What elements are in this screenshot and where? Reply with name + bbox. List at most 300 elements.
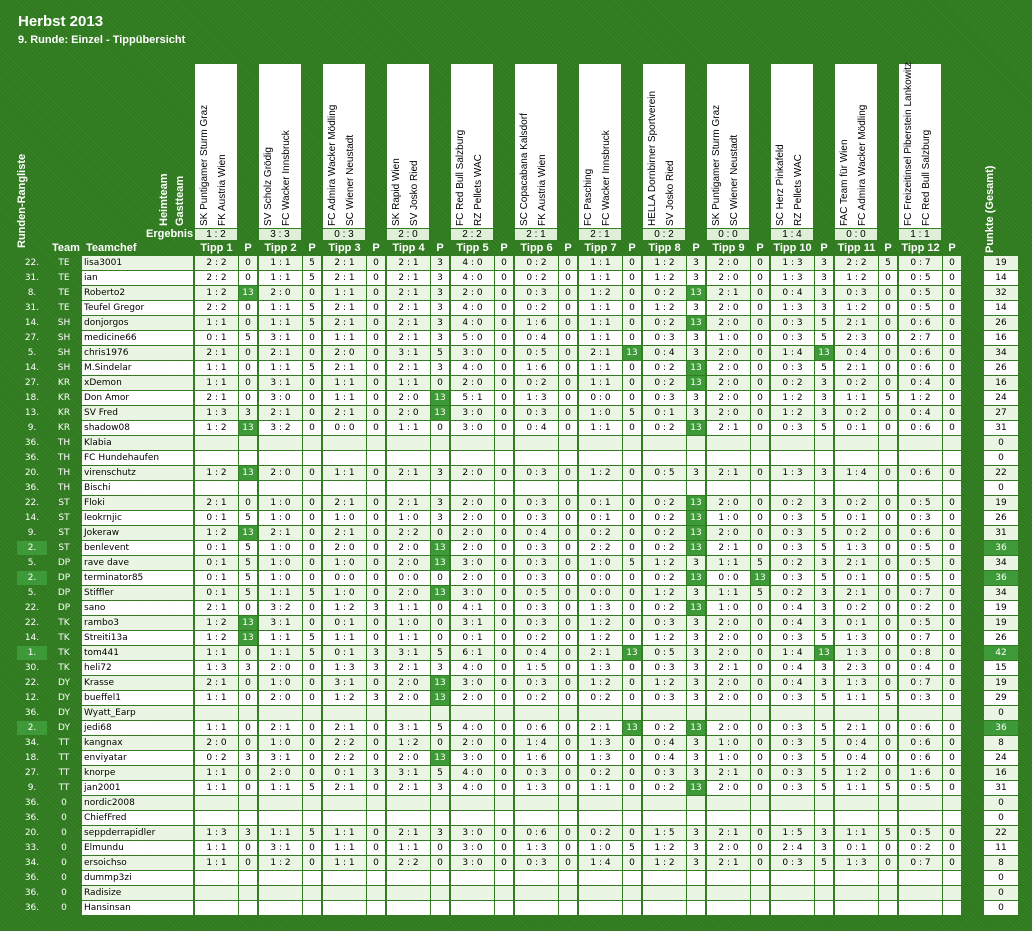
tip-points: 0 [623, 676, 641, 690]
tip-column-header: Tipp 2 [264, 242, 297, 254]
tip-value: 2 : 1 [259, 406, 302, 420]
tip-value [387, 706, 430, 720]
tip-value [387, 901, 430, 915]
match-result: 1 : 4 [771, 229, 813, 240]
tip-points: 0 [239, 301, 257, 315]
match-result: 1 : 1 [899, 229, 941, 240]
tip-points: 0 [559, 646, 577, 660]
tip-value: 2 : 0 [387, 586, 430, 600]
tip-points: 3 [239, 826, 257, 840]
tip-value: 2 : 2 [323, 751, 366, 765]
tip-value [515, 811, 558, 825]
tip-points: 0 [943, 736, 961, 750]
round-rank: 14. [24, 363, 40, 373]
teamchef-name[interactable]: terminator85 [82, 571, 193, 585]
tip-value: 0 : 5 [899, 826, 942, 840]
tip-value: 3 : 1 [259, 331, 302, 345]
teamchef-name[interactable]: Stiffler [82, 586, 193, 600]
tip-points: 0 [239, 646, 257, 660]
team-code: KR [57, 423, 71, 433]
teamchef-name[interactable]: rambo3 [82, 616, 193, 630]
tip-value: 2 : 4 [771, 841, 814, 855]
tip-points: 0 [559, 736, 577, 750]
tip-value: 1 : 2 [579, 676, 622, 690]
tip-points [303, 796, 321, 810]
team-code: 0 [61, 873, 67, 883]
tip-points: 0 [751, 661, 769, 675]
tip-points [943, 481, 961, 495]
tip-value: 1 : 1 [323, 391, 366, 405]
tip-points: 3 [367, 601, 385, 615]
round-rank: 36. [24, 888, 40, 898]
tip-value: 2 : 1 [195, 496, 238, 510]
tip-value: 1 : 1 [579, 361, 622, 375]
tip-value: 4 : 0 [451, 781, 494, 795]
tip-value: 2 : 0 [451, 511, 494, 525]
tip-value: 0 : 3 [515, 601, 558, 615]
teamchef-name[interactable]: Bischi [82, 481, 193, 495]
team-code: TE [58, 288, 70, 298]
tip-points [623, 451, 641, 465]
tip-points [559, 436, 577, 450]
teamchef-name[interactable]: xDemon [82, 376, 193, 390]
tip-points: 3 [431, 271, 449, 285]
teamchef-name[interactable]: seppderrapidler [82, 826, 193, 840]
tip-value: 0 : 3 [771, 631, 814, 645]
tip-value [387, 811, 430, 825]
tip-value: 1 : 6 [515, 316, 558, 330]
tip-points: 0 [751, 766, 769, 780]
tip-value [195, 796, 238, 810]
tip-points: 0 [943, 826, 961, 840]
tip-value: 2 : 1 [323, 526, 366, 540]
tip-points [623, 706, 641, 720]
tip-points [431, 871, 449, 885]
total-points: 0 [984, 886, 1018, 900]
tip-column-header: Tipp 11 [837, 242, 876, 254]
team-code: 0 [61, 798, 67, 808]
teamchef-name[interactable]: Wyatt_Earp [82, 706, 193, 720]
tip-value: 1 : 0 [707, 511, 750, 525]
tip-value: 1 : 1 [835, 691, 878, 705]
tip-points: 0 [623, 856, 641, 870]
tip-points: 0 [431, 856, 449, 870]
tip-points: 0 [879, 421, 897, 435]
tip-points: 0 [559, 466, 577, 480]
tip-points [623, 436, 641, 450]
tip-points [431, 481, 449, 495]
tip-points [943, 796, 961, 810]
tip-points: 0 [751, 376, 769, 390]
tip-value: 0 : 2 [835, 406, 878, 420]
tip-points: 0 [623, 271, 641, 285]
tip-points [431, 706, 449, 720]
teamchef-name[interactable]: Don Amor [82, 391, 193, 405]
tip-value: 2 : 2 [387, 856, 430, 870]
tip-points: 0 [623, 631, 641, 645]
teamchef-name[interactable]: shadow08 [82, 421, 193, 435]
tip-points: 5 [815, 766, 833, 780]
tip-value [579, 871, 622, 885]
total-points: 29 [984, 691, 1018, 705]
teamchef-name[interactable]: Elmundu [82, 841, 193, 855]
team-code: TH [57, 483, 71, 493]
teamchef-name[interactable]: tom441 [82, 646, 193, 660]
tip-points [687, 796, 705, 810]
teamchef-name[interactable]: SV Fred [82, 406, 193, 420]
tip-value: 4 : 0 [451, 271, 494, 285]
tip-points: 0 [879, 361, 897, 375]
away-team: FK Austria Wien [217, 154, 228, 226]
tip-value: 1 : 3 [195, 406, 238, 420]
tip-value: 0 : 2 [643, 361, 686, 375]
tip-value: 2 : 0 [451, 691, 494, 705]
tip-points: 3 [687, 466, 705, 480]
tip-value [579, 706, 622, 720]
tip-value: 0 : 0 [323, 571, 366, 585]
tip-points [623, 901, 641, 915]
tip-value: 0 : 6 [899, 421, 942, 435]
tip-value: 1 : 6 [515, 751, 558, 765]
tip-points: 3 [431, 466, 449, 480]
tip-points: 5 [879, 691, 897, 705]
tip-value: 2 : 0 [259, 466, 302, 480]
tip-value: 1 : 0 [259, 676, 302, 690]
tip-value: 2 : 0 [707, 841, 750, 855]
tip-value: 1 : 3 [515, 781, 558, 795]
team-code: TE [58, 303, 70, 313]
tip-value: 1 : 1 [835, 781, 878, 795]
tip-points [495, 451, 513, 465]
teamchef-name[interactable]: Klabia [82, 436, 193, 450]
tip-value: 0 : 2 [643, 511, 686, 525]
tip-points [623, 796, 641, 810]
tip-points: 0 [559, 631, 577, 645]
tip-points: 13 [687, 376, 705, 390]
team-code: TK [58, 663, 70, 673]
tip-points: 5 [303, 256, 321, 270]
total-points: 0 [984, 796, 1018, 810]
tip-points: 5 [815, 856, 833, 870]
team-code: ST [58, 528, 70, 538]
tip-value: 3 : 1 [387, 646, 430, 660]
tip-points: 0 [303, 556, 321, 570]
tip-value: 2 : 1 [323, 316, 366, 330]
tip-value [451, 451, 494, 465]
tip-points: 0 [367, 271, 385, 285]
tip-value [515, 871, 558, 885]
total-points: 34 [984, 586, 1018, 600]
tip-value: 0 : 4 [835, 346, 878, 360]
team-code: ST [58, 498, 70, 508]
tip-points: 0 [623, 331, 641, 345]
teamchef-name[interactable]: jan2001 [82, 781, 193, 795]
tip-points: 5 [431, 346, 449, 360]
away-team: SC Wiener Neustadt [345, 134, 356, 226]
teamchef-name[interactable]: benlevent [82, 541, 193, 555]
tip-value [451, 481, 494, 495]
tip-value: 1 : 1 [579, 316, 622, 330]
teamchef-name[interactable]: jedi68 [82, 721, 193, 735]
tip-value: 0 : 0 [323, 421, 366, 435]
tip-points: 0 [879, 661, 897, 675]
total-points: 36 [984, 541, 1018, 555]
tip-points: 13 [687, 496, 705, 510]
teamchef-name[interactable]: Roberto2 [82, 286, 193, 300]
teamchef-name[interactable]: leokrnjic [82, 511, 193, 525]
tip-points [367, 886, 385, 900]
round-rank: 36. [24, 453, 40, 463]
tip-points: 0 [943, 601, 961, 615]
tip-points: 5 [815, 781, 833, 795]
away-team: RZ Pellets WAC [473, 154, 484, 226]
tip-points: 0 [367, 526, 385, 540]
tip-value: 1 : 2 [195, 466, 238, 480]
tip-points: 5 [431, 646, 449, 660]
tip-points: 0 [303, 736, 321, 750]
tip-value: 0 : 6 [899, 526, 942, 540]
tip-points: 0 [303, 376, 321, 390]
tip-points: 0 [495, 676, 513, 690]
tip-value: 1 : 2 [579, 616, 622, 630]
tip-points: 0 [943, 256, 961, 270]
tip-value: 3 : 0 [451, 406, 494, 420]
teamchef-name[interactable]: nordic2008 [82, 796, 193, 810]
tip-value: 0 : 3 [771, 781, 814, 795]
tip-value: 1 : 2 [771, 391, 814, 405]
teamchef-name[interactable]: knorpe [82, 766, 193, 780]
away-team: FC Admira Wacker Mödling [857, 104, 868, 226]
teamchef-name[interactable]: kangnax [82, 736, 193, 750]
tip-points [687, 706, 705, 720]
tip-points [751, 811, 769, 825]
tip-value: 2 : 0 [195, 736, 238, 750]
teamchef-name[interactable]: Teufel Gregor [82, 301, 193, 315]
tip-points [239, 811, 257, 825]
tip-points: 0 [495, 556, 513, 570]
tip-points: 3 [687, 661, 705, 675]
tip-points: 13 [687, 526, 705, 540]
tip-points: 3 [815, 286, 833, 300]
match-result: 2 : 1 [579, 229, 621, 240]
tip-points: 0 [303, 466, 321, 480]
teamchef-name[interactable]: chris1976 [82, 346, 193, 360]
tip-points: 0 [751, 406, 769, 420]
tip-points: 0 [879, 556, 897, 570]
tip-value: 1 : 2 [579, 286, 622, 300]
tip-value [707, 451, 750, 465]
away-team: SV Josko Ried [665, 160, 676, 226]
tip-value: 2 : 0 [323, 346, 366, 360]
tip-points: 0 [303, 751, 321, 765]
tip-points [431, 886, 449, 900]
teamchef-name[interactable]: ian [82, 271, 193, 285]
tip-points: 0 [303, 511, 321, 525]
tip-points: 0 [879, 766, 897, 780]
tip-value: 2 : 0 [387, 556, 430, 570]
tip-points [367, 481, 385, 495]
teamchef-name[interactable]: enviyatar [82, 751, 193, 765]
team-code: 0 [61, 843, 67, 853]
tip-points: 0 [495, 826, 513, 840]
teamchef-name[interactable]: sano [82, 601, 193, 615]
tip-value: 1 : 0 [707, 736, 750, 750]
tip-value [259, 481, 302, 495]
team-code: DP [57, 573, 71, 583]
round-rank: 30. [24, 663, 40, 673]
tip-value: 1 : 2 [323, 691, 366, 705]
tip-points [623, 811, 641, 825]
teamchef-name[interactable]: bueffel1 [82, 691, 193, 705]
tip-points: 3 [687, 256, 705, 270]
tip-points [943, 436, 961, 450]
teamchef-name[interactable]: virenschutz [82, 466, 193, 480]
team-code: KR [57, 393, 71, 403]
tip-value: 1 : 3 [835, 646, 878, 660]
tip-value: 0 : 1 [195, 541, 238, 555]
tip-points [879, 481, 897, 495]
tip-value [451, 886, 494, 900]
total-points: 19 [984, 601, 1018, 615]
tip-points: 13 [815, 346, 833, 360]
away-team: FC Wacker Innsbruck [601, 130, 612, 226]
teamchef-name[interactable]: Floki [82, 496, 193, 510]
round-rank: 1. [17, 646, 47, 660]
tip-points: 0 [623, 376, 641, 390]
tip-value: 3 : 0 [259, 391, 302, 405]
teamchef-name[interactable]: M.Sindelar [82, 361, 193, 375]
tip-points: 5 [815, 331, 833, 345]
teamchef-name[interactable]: FC Hundehaufen [82, 451, 193, 465]
tip-value: 0 : 1 [579, 496, 622, 510]
tip-value: 0 : 0 [579, 571, 622, 585]
teamchef-name[interactable]: Streiti13a [82, 631, 193, 645]
teamchef-name[interactable]: dummp3zi [82, 871, 193, 885]
tip-value [707, 706, 750, 720]
tip-value [259, 436, 302, 450]
tip-points [239, 481, 257, 495]
tip-points: 0 [303, 766, 321, 780]
tip-value: 1 : 3 [579, 736, 622, 750]
tip-points: 5 [239, 586, 257, 600]
tip-value: 1 : 2 [643, 841, 686, 855]
tip-value: 0 : 3 [643, 661, 686, 675]
tip-points: 0 [495, 421, 513, 435]
team-code: ST [58, 543, 70, 553]
tip-value: 2 : 1 [387, 781, 430, 795]
tip-value [771, 886, 814, 900]
tip-value [387, 871, 430, 885]
teamchef-name[interactable]: donjorgos [82, 316, 193, 330]
tip-points: 3 [431, 316, 449, 330]
tip-points: 0 [751, 691, 769, 705]
tip-points: 3 [815, 556, 833, 570]
tip-value: 0 : 2 [579, 766, 622, 780]
tip-points: 0 [495, 511, 513, 525]
teamchef-name[interactable]: Jokeraw [82, 526, 193, 540]
points-column-header: P [436, 242, 444, 254]
tip-points: 5 [815, 421, 833, 435]
teamchef-name[interactable]: Hansinsan [82, 901, 193, 915]
tip-value: 2 : 1 [579, 721, 622, 735]
tip-points: 0 [559, 556, 577, 570]
teamchef-name[interactable]: Radisize [82, 886, 193, 900]
tip-value: 1 : 3 [195, 661, 238, 675]
teamchef-name[interactable]: ersoichso [82, 856, 193, 870]
tip-value: 0 : 2 [515, 301, 558, 315]
tip-points: 0 [879, 841, 897, 855]
tip-value: 0 : 5 [899, 781, 942, 795]
tip-value: 1 : 6 [899, 766, 942, 780]
tip-value: 2 : 0 [707, 526, 750, 540]
tip-value: 2 : 0 [707, 496, 750, 510]
tip-value: 2 : 1 [323, 256, 366, 270]
tip-value: 1 : 2 [643, 271, 686, 285]
teamchef-name[interactable]: Krasse [82, 676, 193, 690]
tip-value: 1 : 6 [515, 361, 558, 375]
tip-points [559, 706, 577, 720]
tip-points: 0 [879, 601, 897, 615]
tip-points: 5 [239, 556, 257, 570]
tip-points: 0 [559, 691, 577, 705]
tip-points: 13 [687, 571, 705, 585]
tip-value: 1 : 3 [579, 751, 622, 765]
round-rank: 5. [27, 348, 37, 358]
teamchef-name[interactable]: rave dave [82, 556, 193, 570]
tip-value [643, 811, 686, 825]
team-code: KR [57, 408, 71, 418]
match-result: 1 : 2 [195, 229, 237, 240]
away-team: FC Red Bull Salzburg [921, 129, 932, 226]
tip-value: 0 : 3 [515, 511, 558, 525]
tip-value: 2 : 0 [707, 361, 750, 375]
tip-points: 5 [815, 691, 833, 705]
tip-value: 0 : 5 [899, 616, 942, 630]
tip-value: 1 : 0 [259, 556, 302, 570]
tip-value [643, 436, 686, 450]
tip-points: 0 [495, 526, 513, 540]
teamchef-name[interactable]: ChiefFred [82, 811, 193, 825]
tip-points [431, 811, 449, 825]
tip-value [323, 886, 366, 900]
teamchef-name[interactable]: medicine66 [82, 331, 193, 345]
tip-points: 0 [623, 316, 641, 330]
tip-value: 2 : 1 [707, 856, 750, 870]
points-column-header: P [308, 242, 316, 254]
tip-value: 0 : 6 [899, 466, 942, 480]
tip-points [751, 901, 769, 915]
teamchef-name[interactable]: lisa3001 [82, 256, 193, 270]
tip-points: 0 [943, 856, 961, 870]
tip-value [899, 436, 942, 450]
tip-value: 2 : 2 [387, 526, 430, 540]
tip-value: 0 : 2 [579, 691, 622, 705]
total-points: 22 [984, 826, 1018, 840]
tip-value: 0 : 1 [323, 616, 366, 630]
tip-points: 3 [815, 841, 833, 855]
tip-value: 0 : 7 [899, 631, 942, 645]
tip-value: 0 : 3 [643, 391, 686, 405]
teamchef-name[interactable]: heli72 [82, 661, 193, 675]
tip-points: 13 [687, 421, 705, 435]
tip-value [835, 481, 878, 495]
tip-value: 1 : 4 [771, 646, 814, 660]
tip-points [367, 706, 385, 720]
tip-points: 0 [303, 286, 321, 300]
tip-points: 5 [303, 781, 321, 795]
round-rank: 20. [24, 468, 40, 478]
tip-points: 0 [431, 616, 449, 630]
